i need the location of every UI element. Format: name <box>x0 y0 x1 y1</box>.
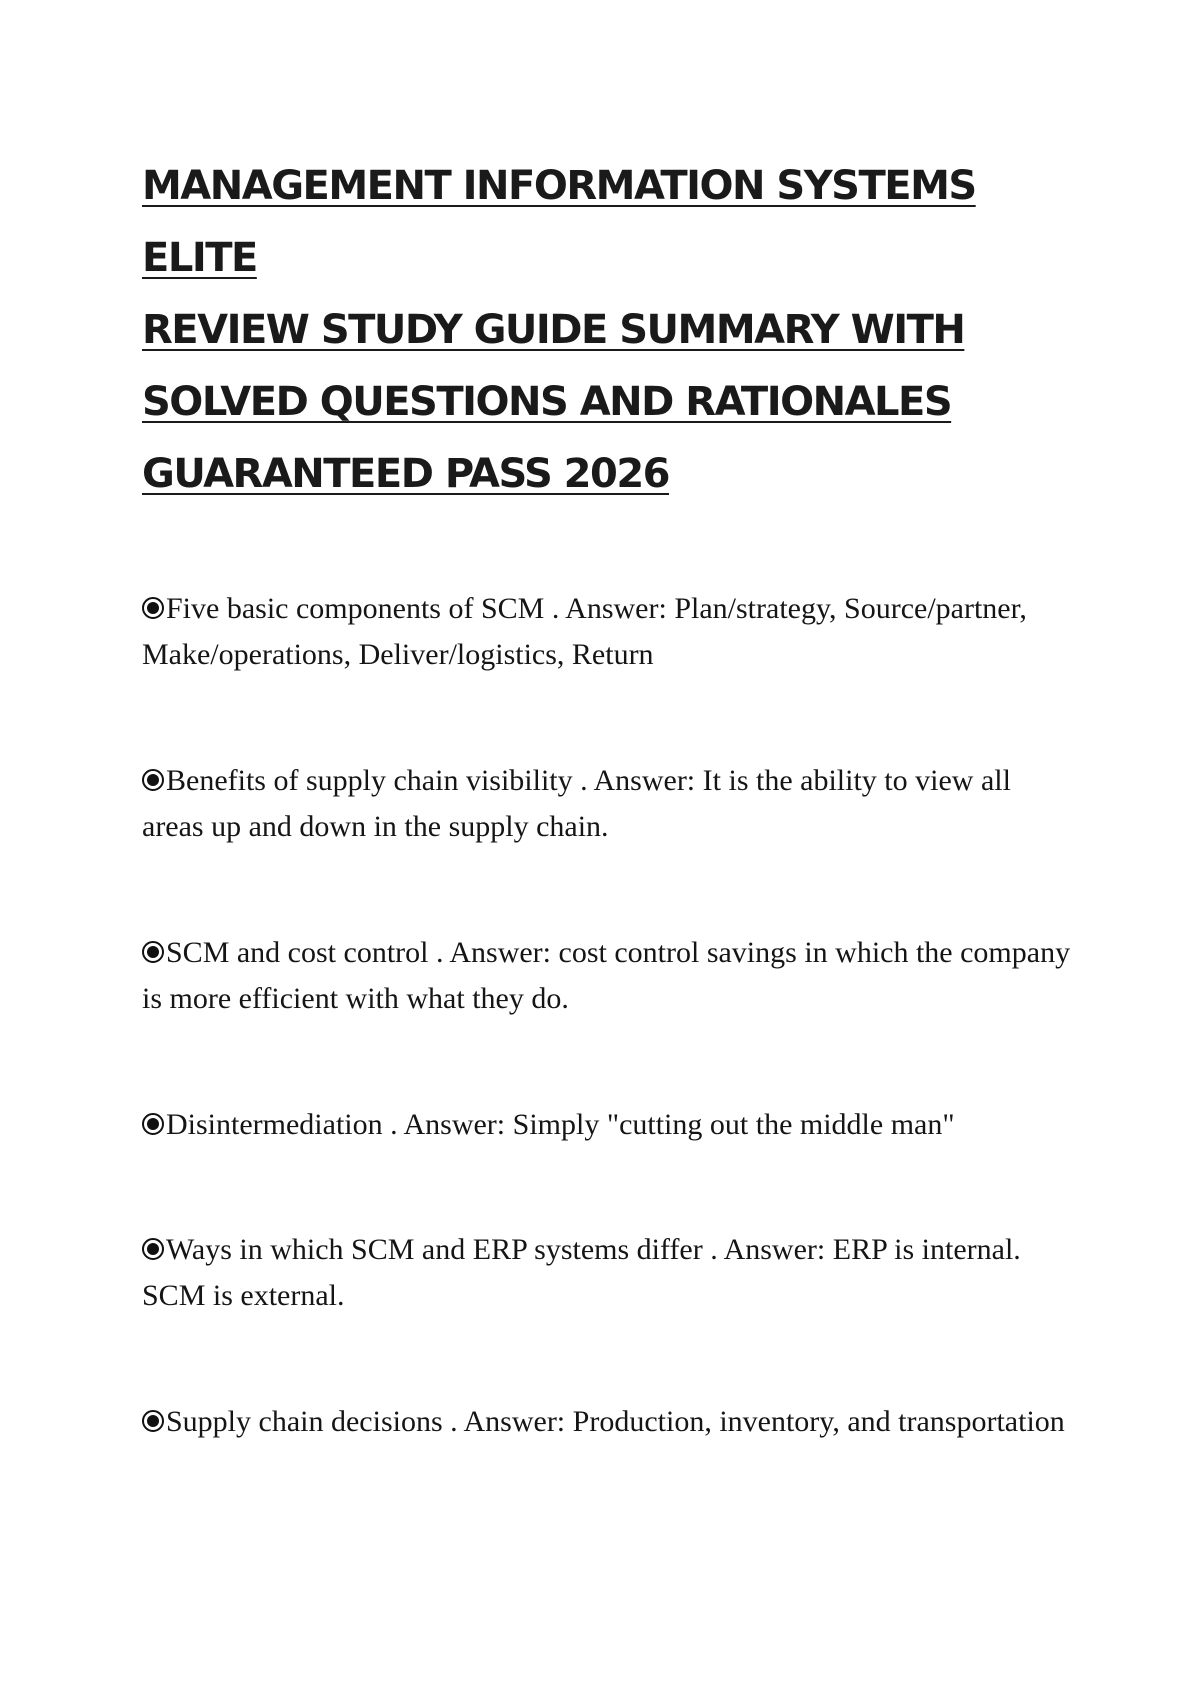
qa-answer: ERP is internal. SCM is external. <box>142 1233 1021 1312</box>
qa-answer: Simply "cutting out the middle man" <box>512 1108 955 1141</box>
qa-question: Supply chain decisions <box>166 1405 443 1438</box>
title-line: GUARANTEED PASS 2026 <box>142 451 670 497</box>
qa-question: SCM and cost control <box>166 936 429 969</box>
qa-answer-label: Answer: <box>463 1405 566 1438</box>
qa-item: Five basic components of SCM . Answer: Plan/strategy, Source/partner, Make/operations, Deliver/logistics, Return <box>142 592 1027 671</box>
qa-answer-label: Answer: <box>403 1108 506 1141</box>
radio-bullet-icon <box>142 941 164 963</box>
qa-item: Ways in which SCM and ERP systems differ . Answer: ERP is internal. SCM is external. <box>142 1233 1021 1312</box>
qa-item: Supply chain decisions . Answer: Production, inventory, and transportation <box>142 1399 1072 1445</box>
qa-question: Disintermediation <box>166 1108 383 1141</box>
qa-question: Five basic components of SCM <box>166 592 545 625</box>
radio-bullet-icon <box>142 1238 164 1260</box>
qa-answer-label: Answer: <box>593 764 696 797</box>
qa-answer-label: Answer: <box>723 1233 826 1266</box>
qa-answer: It is the ability to view all areas up and down in the supply chain. <box>142 764 1011 843</box>
qa-answer-label: Answer: <box>449 936 552 969</box>
title-line: MANAGEMENT INFORMATION SYSTEMS ELITE <box>142 163 976 281</box>
qa-item: SCM and cost control . Answer: cost control savings in which the company is more efficient with what they do. <box>142 936 1071 1015</box>
qa-answer-label: Answer: <box>565 592 667 625</box>
qa-answer: Production, inventory, and transportation <box>572 1405 1065 1438</box>
qa-item: Benefits of supply chain visibility . Answer: It is the ability to view all areas up and down in the supply chain. <box>142 764 1011 843</box>
qa-list <box>142 586 1072 1525</box>
radio-bullet-icon <box>142 1113 164 1135</box>
radio-bullet-icon <box>142 597 164 619</box>
qa-item: Disintermediation . Answer: Simply "cutting out the middle man" <box>142 1102 1072 1148</box>
radio-bullet-icon <box>142 1410 164 1432</box>
qa-answer: Plan/strategy, Source/partner, Make/operations, Deliver/logistics, Return <box>142 592 1027 671</box>
radio-bullet-icon <box>142 769 164 791</box>
qa-question: Benefits of supply chain visibility <box>166 764 573 797</box>
title-line: REVIEW STUDY GUIDE SUMMARY WITH <box>142 307 965 353</box>
document-title <box>142 150 1062 510</box>
qa-answer: cost control savings in which the company is more efficient with what they do. <box>142 936 1071 1015</box>
qa-question: Ways in which SCM and ERP systems differ <box>166 1233 703 1266</box>
title-line: SOLVED QUESTIONS AND RATIONALES <box>142 379 952 425</box>
